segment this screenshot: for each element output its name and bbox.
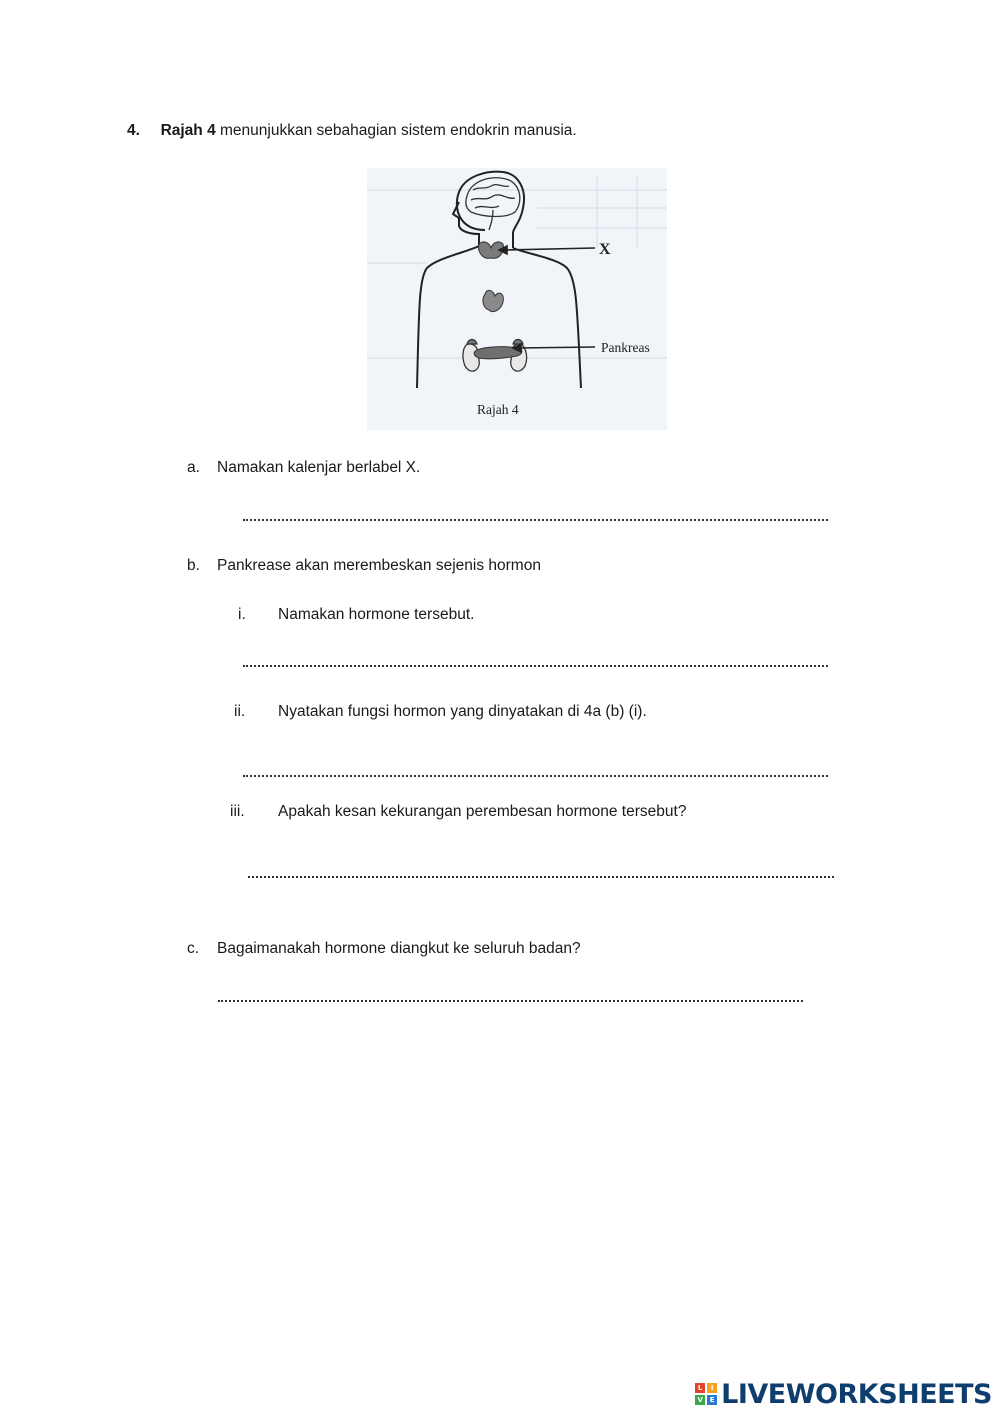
part-b-marker: b. (187, 557, 200, 574)
answer-line-b-i[interactable] (243, 665, 828, 667)
part-b-question: Pankrease akan merembeskan sejenis hormon (217, 557, 541, 574)
part-b-ii-question: Nyatakan fungsi hormon yang dinyatakan di 4a (b) (i). (278, 703, 647, 720)
question-heading (127, 122, 577, 140)
logo-tile: L (695, 1383, 705, 1393)
label-pankreas: Pankreas (601, 340, 650, 355)
question-lead-bold: Rajah 4 (160, 122, 216, 139)
part-a-marker: a. (187, 459, 200, 476)
figure-caption: Rajah 4 (477, 402, 519, 417)
answer-line-c[interactable] (218, 1000, 803, 1002)
part-c-question: Bagaimanakah hormone diangkut ke seluruh badan? (217, 940, 581, 957)
endocrine-system-figure (367, 168, 667, 430)
answer-line-b-iii[interactable] (248, 876, 834, 878)
human-body-diagram (367, 168, 667, 430)
part-b-i-question: Namakan hormone tersebut. (278, 606, 475, 623)
part-b-iii-marker: iii. (230, 803, 245, 820)
liveworksheets-logo (695, 1378, 992, 1410)
label-x: X (599, 241, 611, 258)
logo-tile: E (707, 1395, 717, 1405)
question-lead-text: menunjukkan sebahagian sistem endokrin manusia. (220, 122, 577, 139)
part-b-ii-marker: ii. (234, 703, 246, 720)
logo-tile: V (695, 1395, 705, 1405)
part-a-question: Namakan kalenjar berlabel X. (217, 459, 421, 476)
logo-tile: I (707, 1383, 717, 1393)
question-number: 4. (127, 122, 140, 139)
part-b-i-marker: i. (238, 606, 246, 623)
part-c-marker: c. (187, 940, 200, 957)
logo-mark-icon (695, 1383, 717, 1405)
answer-line-a[interactable] (243, 519, 828, 521)
answer-line-b-ii[interactable] (243, 775, 828, 777)
part-b-iii-question: Apakah kesan kekurangan perembesan hormone tersebut? (278, 803, 687, 820)
brand-name: LIVEWORKSHEETS (721, 1378, 992, 1410)
